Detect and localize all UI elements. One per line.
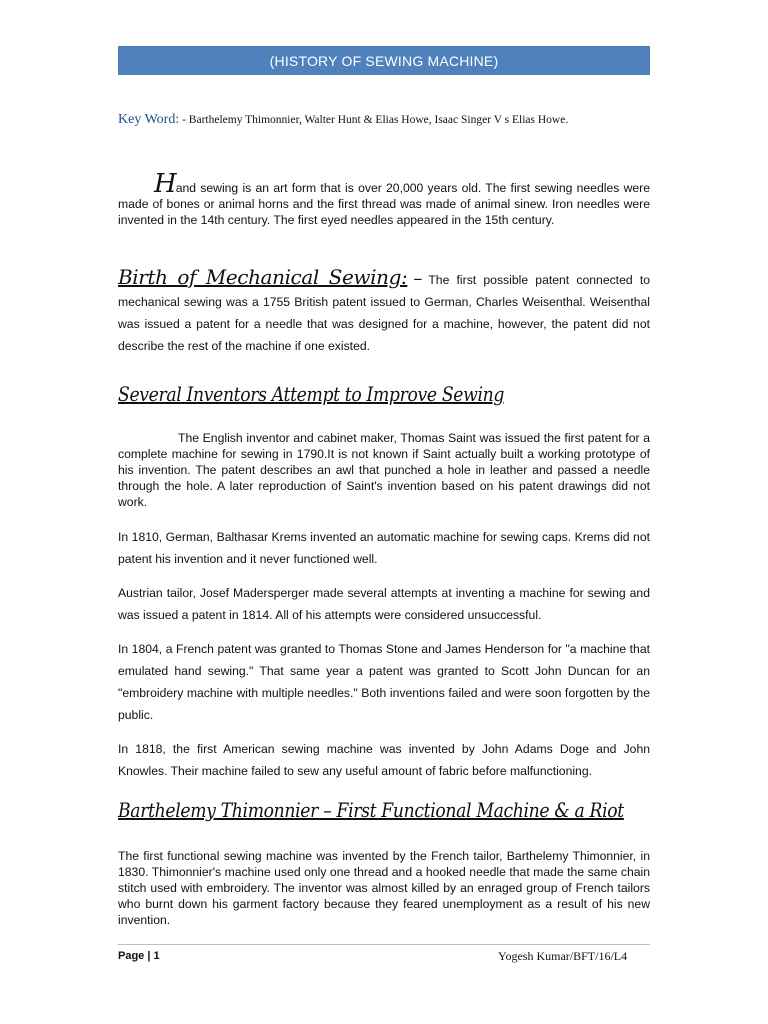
- madersperger-paragraph: Austrian tailor, Josef Madersperger made several attempts at inventing a machine for sewing and was issued a patent in 1814. All of his attempts were considered unsuccessful.: [118, 586, 650, 622]
- keyword-line: [118, 112, 658, 128]
- author-credit: Yogesh Kumar/BFT/16/L4: [498, 949, 628, 963]
- footer-divider: [118, 944, 650, 945]
- stone-henderson-paragraph: In 1804, a French patent was granted to Thomas Stone and James Henderson for "a machine that emulated hand sewing." That same year a patent was granted to Scott John Duncan for an "embroidery machine with multiple needles." Both inventions failed and were soon forgotten by the public.: [118, 642, 650, 722]
- birth-dash: –: [413, 268, 423, 289]
- section-heading-thimonnier: Barthelemy Thimonnier – First Functional Machine & a Riot: [118, 798, 624, 822]
- saint-paragraph: [118, 430, 650, 510]
- dropcap-letter: H: [154, 169, 176, 199]
- page-number: Page | 1: [118, 950, 160, 962]
- thimonnier-paragraph: The first functional sewing machine was invented by the French tailor, Barthelemy Thimonnier, in 1830. Thimonnier's machine used only one thread and a hooked needle that made the same chain stitch used with embroidery. The inventor was almost killed by an enraged group of French tailors who burnt down his garment factory because they feared unemployment as a result of his new invention.: [118, 849, 650, 927]
- intro-paragraph: [118, 169, 650, 228]
- keyword-label: Key Word:: [118, 112, 180, 127]
- document-title-bar: [118, 46, 650, 75]
- document-title: (HISTORY OF SEWING MACHINE): [269, 52, 499, 69]
- birth-heading: Birth of Mechanical Sewing:: [118, 265, 408, 289]
- intro-text: and sewing is an art form that is over 20,000 years old. The first sewing needles were made of bones or animal horns and the first thread was made of animal sinew. Iron needles were invented in the 14th century. The first eyed needles appeared in the 15th century.: [118, 181, 650, 227]
- birth-text: The first possible patent connected to mechanical sewing was a 1755 British patent issued to German, Charles Weisenthal. Weisenthal was issued a patent for a needle that was designed for a machine, however, the patent did not describe the rest of the machine if one existed.: [118, 273, 650, 353]
- saint-text: The English inventor and cabinet maker, Thomas Saint was issued the first patent for a complete machine for sewing in 1790.It is not known if Saint actually built a working prototype of his invention. The patent describes an awl that punched a hole in leather and passed a needle through the hole. A later reproduction of Saint's invention based on his patent drawings did not work.: [118, 431, 650, 509]
- krems-paragraph: In 1810, German, Balthasar Krems invented an automatic machine for sewing caps. Krems did not patent his invention and it never functioned well.: [118, 530, 650, 566]
- birth-paragraph: [118, 266, 650, 357]
- keyword-text: - Barthelemy Thimonnier, Walter Hunt & Elias Howe, Isaac Singer V s Elias Howe.: [179, 114, 569, 126]
- doge-knowles-paragraph: In 1818, the first American sewing machine was invented by John Adams Doge and John Knowles. Their machine failed to sew any useful amount of fabric before malfunctioning.: [118, 742, 650, 778]
- section-heading-inventors: Several Inventors Attempt to Improve Sewing: [118, 382, 505, 406]
